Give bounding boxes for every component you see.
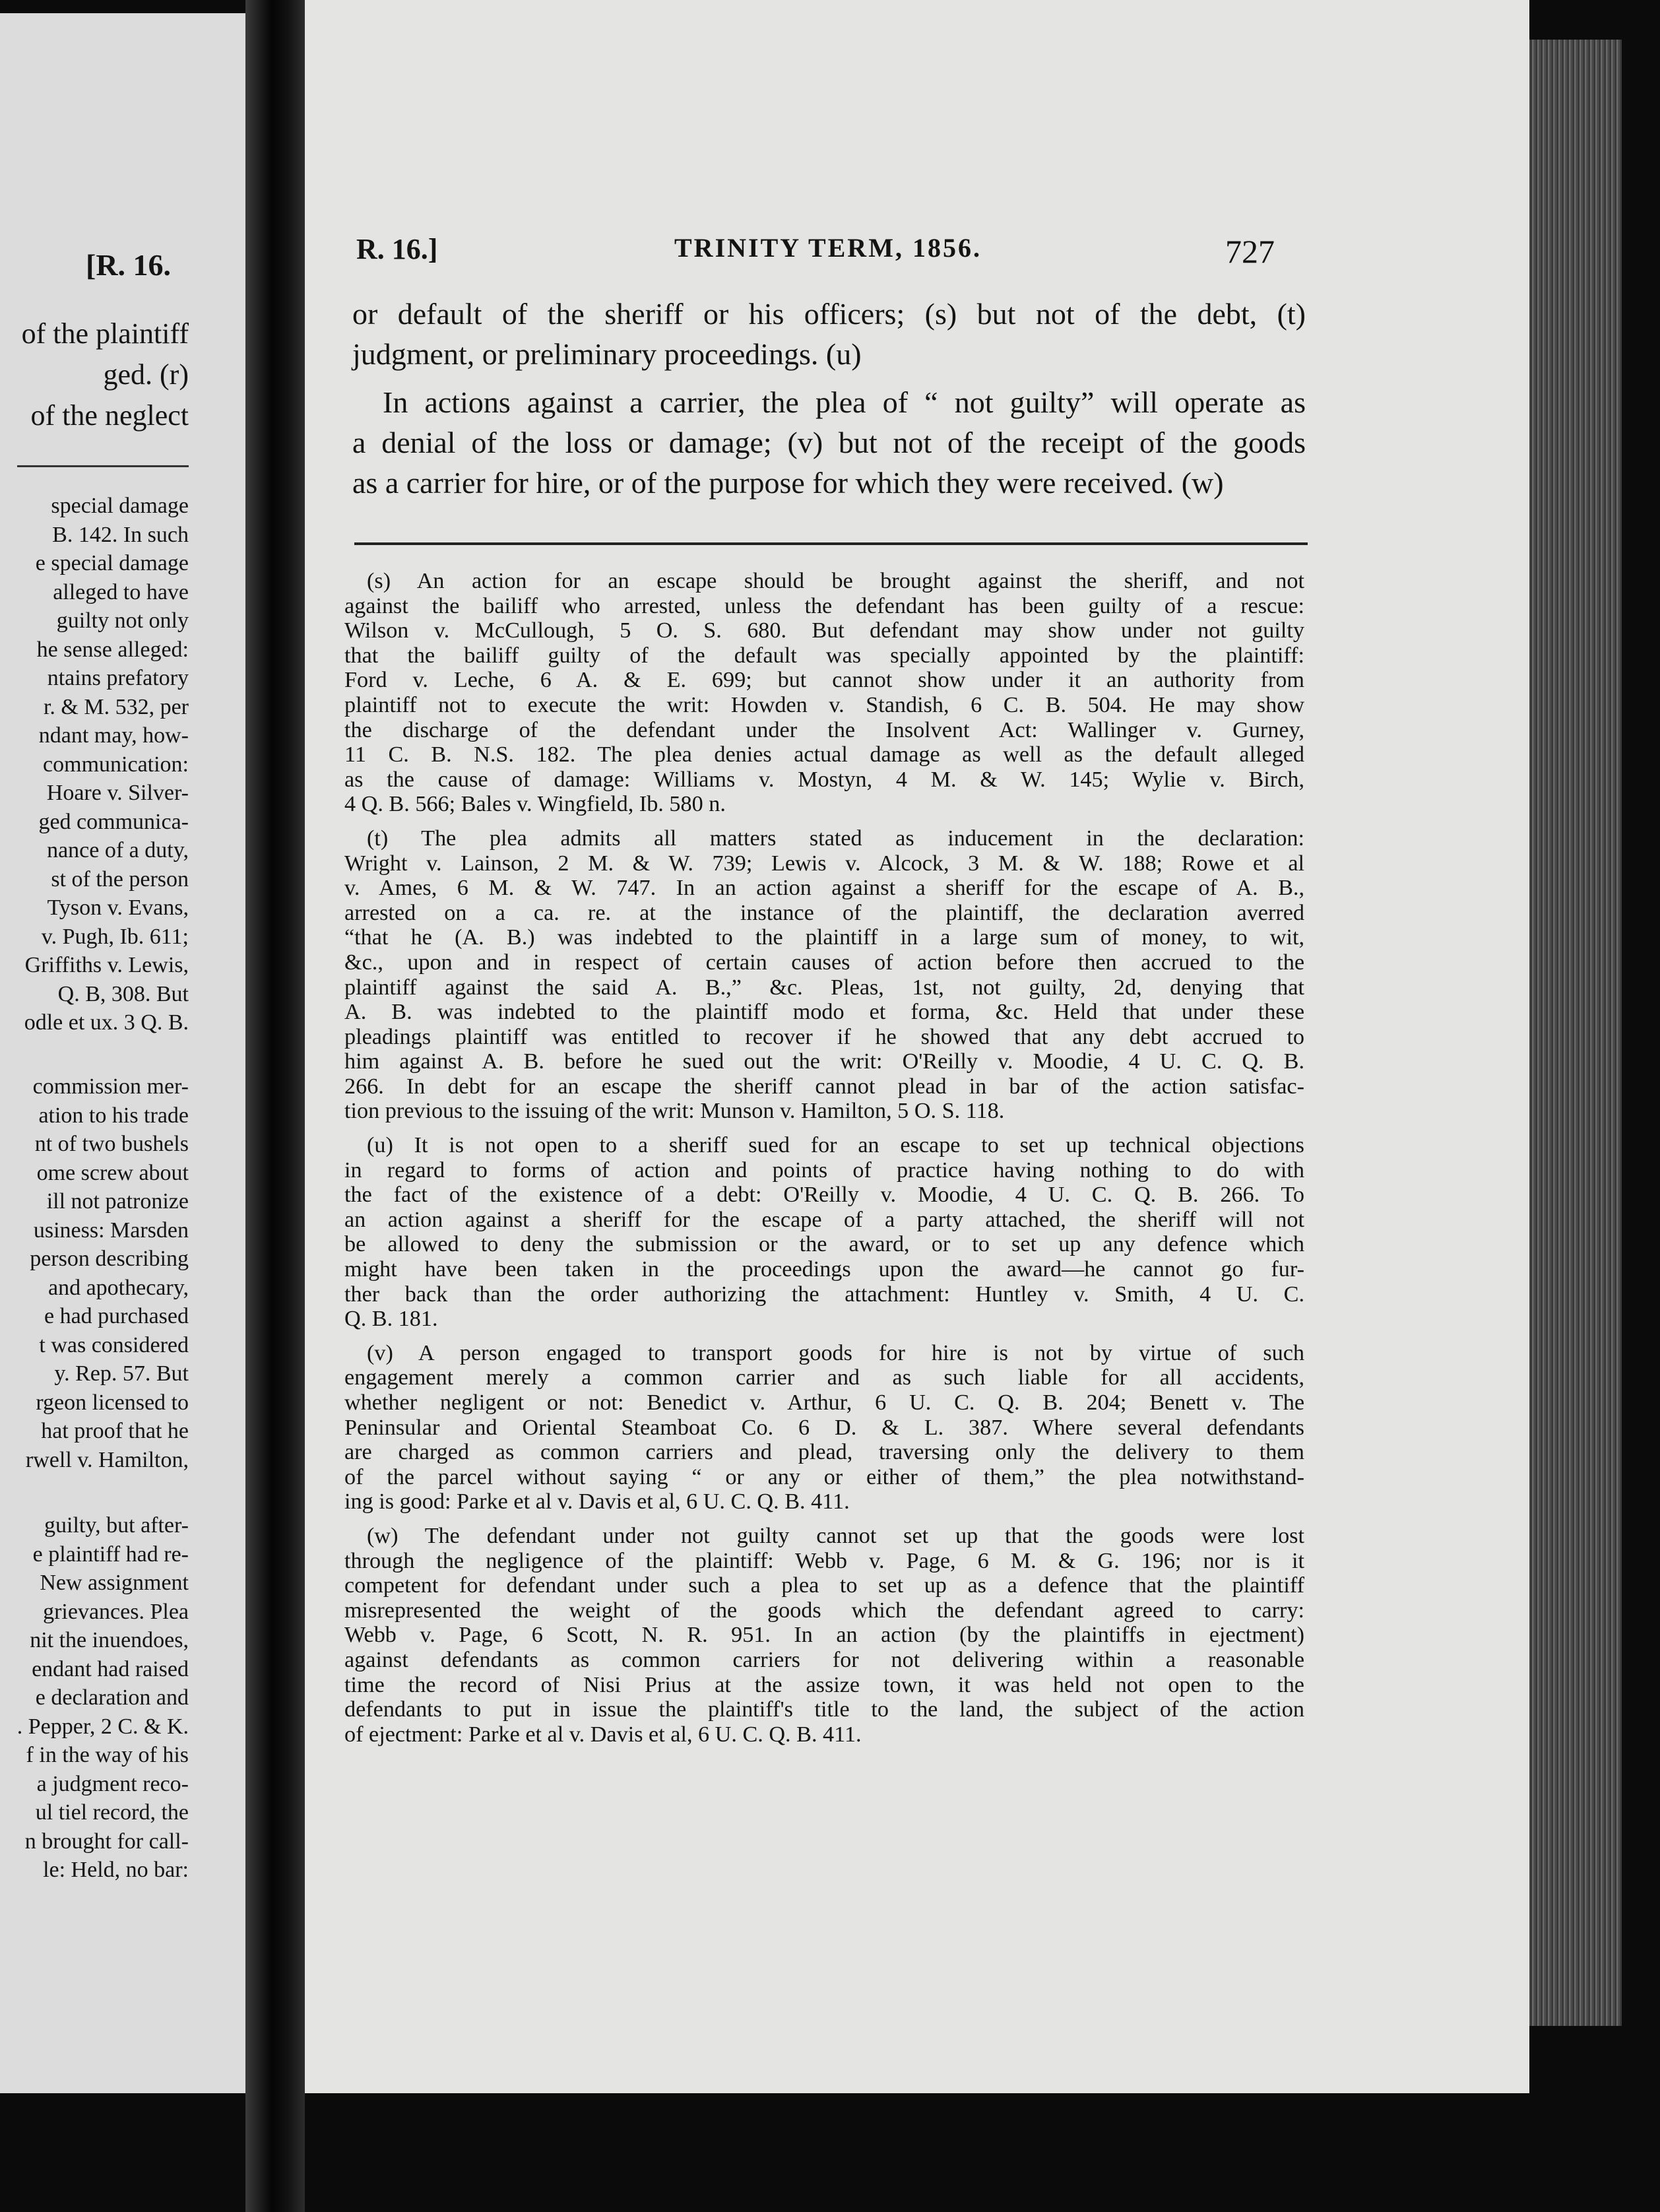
previous-page-note-line: n brought for call- bbox=[24, 1829, 189, 1854]
footnote-line: the discharge of the defendant under the Insolvent Act: Wallinger v. Gurney, bbox=[344, 717, 1304, 742]
footnote-line: &c., upon and in respect of certain causes of action before then accrued to the bbox=[344, 950, 1304, 975]
previous-page-rule bbox=[17, 465, 189, 467]
footnote-line: Webb v. Page, 6 Scott, N. R. 951. In an action (by the plaintiffs in ejectment) bbox=[344, 1623, 1304, 1648]
footnote-line: pleadings plaintiff was entitled to recover if he showed that any debt accrued to bbox=[344, 1024, 1304, 1049]
footnote-line: against defendants as common carriers for not delivering within a reasonable bbox=[344, 1647, 1304, 1672]
body-line: or default of the sheriff or his officers; (s) but not of the debt, (t) bbox=[352, 297, 1306, 331]
previous-page-note-line: person describing bbox=[30, 1247, 189, 1271]
footnotes bbox=[344, 569, 1304, 1756]
previous-page-note-line: B. 142. In such bbox=[52, 522, 189, 547]
footnote-v bbox=[344, 1341, 1304, 1514]
previous-page-note-line: New assignment bbox=[40, 1571, 189, 1595]
previous-page-note-line: rgeon licensed to bbox=[36, 1390, 189, 1415]
footnote-line: (s) An action for an escape should be brought against the sheriff, and not bbox=[367, 569, 1304, 593]
previous-page-note-line: e declaration and bbox=[35, 1685, 189, 1710]
page-number: 727 bbox=[1225, 233, 1275, 270]
footnote-line: against the bailiff who arrested, unless the defendant has been guilty of a rescue: bbox=[344, 593, 1304, 618]
previous-page-note-line: he sense alleged: bbox=[36, 637, 189, 662]
previous-page-note-line: ul tiel record, the bbox=[35, 1800, 189, 1825]
term-title: TRINITY TERM, 1856. bbox=[674, 233, 982, 263]
previous-page-note-line: e plaintiff had re- bbox=[32, 1542, 189, 1567]
previous-page-notes-2 bbox=[26, 1072, 189, 1474]
footnote-line: ther back than the order authorizing the attachment: Huntley v. Smith, 4 U. C. bbox=[344, 1282, 1304, 1307]
previous-page-note-line: nt of two bushels bbox=[34, 1132, 189, 1156]
previous-page-note-line: ome screw about bbox=[36, 1160, 189, 1185]
previous-page-note-line: endant had raised bbox=[32, 1656, 189, 1681]
footnote-line: competent for defendant under such a plea to set up as a defence that the plaintiff bbox=[344, 1573, 1304, 1598]
previous-page-note-line: ntains prefatory bbox=[47, 666, 189, 690]
main-text bbox=[352, 294, 1306, 503]
previous-page-note-line: e special damage bbox=[35, 551, 189, 575]
footnote-line: 11 C. B. N.S. 182. The plea denies actual damage as well as the default alleged bbox=[344, 742, 1304, 767]
previous-page-note-line: v. Pugh, Ib. 611; bbox=[41, 924, 189, 949]
previous-page-line: of the neglect bbox=[30, 399, 189, 432]
footnote-line: the fact of the existence of a debt: O'Reilly v. Moodie, 4 U. C. Q. B. 266. To bbox=[344, 1183, 1304, 1208]
previous-page-note-line: guilty, but after- bbox=[44, 1513, 189, 1538]
footnote-line: plaintiff against the said A. B.,” &c. Pleas, 1st, not guilty, 2d, denying that bbox=[344, 975, 1304, 1000]
previous-page-note-line: ndant may, how- bbox=[38, 723, 189, 748]
page-727 bbox=[305, 0, 1529, 2093]
previous-page-line: of the plaintiff bbox=[21, 317, 189, 350]
previous-page-note-line: commission mer- bbox=[32, 1074, 189, 1099]
previous-page-note-line: Hoare v. Silver- bbox=[46, 781, 189, 805]
footnote-u bbox=[344, 1133, 1304, 1332]
footnote-line: might have been taken in the proceedings upon the award—he cannot go fur- bbox=[344, 1257, 1304, 1282]
footnote-line: 266. In debt for an escape the sheriff cannot plead in bar of the action satisfac- bbox=[344, 1074, 1304, 1099]
footnote-line: tion previous to the issuing of the writ: Munson v. Hamilton, 5 O. S. 118. bbox=[344, 1099, 1005, 1124]
previous-page-note-line: Griffiths v. Lewis, bbox=[24, 953, 189, 977]
previous-page-notes-1 bbox=[24, 492, 189, 1037]
previous-page-running-head: [R. 16. bbox=[86, 248, 172, 282]
footnote-line: be allowed to deny the submission or the award, or to set up any defence which bbox=[344, 1232, 1304, 1257]
previous-page-note-line: Tyson v. Evans, bbox=[47, 895, 189, 920]
footnote-line: Wright v. Lainson, 2 M. & W. 739; Lewis v. Alcock, 3 M. & W. 188; Rowe et al bbox=[344, 851, 1304, 876]
body-line: judgment, or preliminary proceedings. (u) bbox=[352, 337, 862, 371]
previous-page-note-line: a judgment reco- bbox=[36, 1771, 189, 1796]
previous-page-note-line: guilty not only bbox=[56, 608, 189, 633]
footnote-line: 4 Q. B. 566; Bales v. Wingfield, Ib. 580 n. bbox=[344, 792, 726, 817]
footnote-line: arrested on a ca. re. at the instance of the plaintiff, the declaration averred bbox=[344, 900, 1304, 925]
previous-page-line: ged. (r) bbox=[103, 358, 189, 391]
previous-page-note-line: e had purchased bbox=[44, 1304, 189, 1328]
footnote-line: whether negligent or not: Benedict v. Arthur, 6 U. C. Q. B. 204; Benett v. The bbox=[344, 1390, 1304, 1415]
footnote-rule bbox=[354, 542, 1308, 545]
footnote-t bbox=[344, 826, 1304, 1124]
previous-page-note-line: and apothecary, bbox=[48, 1275, 189, 1300]
footnote-line: ing is good: Parke et al v. Davis et al, 6 U. C. Q. B. 411. bbox=[344, 1489, 850, 1514]
footnote-line: engagement merely a common carrier and as such liable for all accidents, bbox=[344, 1365, 1304, 1390]
previous-page-note-line: nance of a duty, bbox=[47, 838, 189, 862]
footnote-s bbox=[344, 569, 1304, 817]
footnote-line: an action against a sheriff for the escape of a party attached, the sheriff will not bbox=[344, 1207, 1304, 1232]
footnote-line: of ejectment: Parke et al v. Davis et al, 6 U. C. Q. B. 411. bbox=[344, 1722, 862, 1747]
previous-page-note-line: alleged to have bbox=[53, 579, 189, 604]
footnote-line: are charged as common carriers and plead, traversing only the delivery to them bbox=[344, 1440, 1304, 1465]
previous-page-note-line: special damage bbox=[51, 494, 189, 518]
book-page-edges bbox=[1529, 40, 1622, 2026]
footnote-line: in regard to forms of action and points of practice having nothing to do with bbox=[344, 1157, 1304, 1183]
footnote-line: that the bailiff guilty of the default was specially appointed by the plaintiff: bbox=[344, 643, 1304, 668]
previous-page-note-line: Q. B, 308. But bbox=[57, 981, 189, 1006]
book-gutter bbox=[245, 0, 305, 2212]
previous-page-notes-3 bbox=[17, 1511, 189, 1885]
footnote-line: as the cause of damage: Williams v. Mostyn, 4 M. & W. 145; Wylie v. Birch, bbox=[344, 767, 1304, 792]
running-head bbox=[305, 232, 1529, 272]
previous-page-note-line: nit the inuendoes, bbox=[30, 1628, 189, 1652]
previous-page-note-line: t was considered bbox=[39, 1332, 189, 1357]
previous-page-note-line: st of the person bbox=[51, 866, 189, 892]
footnote-line: Peninsular and Oriental Steamboat Co. 6 D. & L. 387. Where several defendants bbox=[344, 1415, 1304, 1440]
footnote-line: (u) It is not open to a sheriff sued for an escape to set up technical objections bbox=[367, 1133, 1304, 1158]
footnote-line: plaintiff not to execute the writ: Howden v. Standish, 6 C. B. 504. He may show bbox=[344, 692, 1304, 717]
footnote-w bbox=[344, 1524, 1304, 1747]
previous-page-note-line: grievances. Plea bbox=[43, 1599, 189, 1624]
previous-page-body bbox=[22, 313, 189, 436]
footnote-line: defendants to put in issue the plaintiff's title to the land, the subject of the action bbox=[344, 1697, 1304, 1722]
previous-page-fragment bbox=[0, 13, 245, 2093]
previous-page-note-line: r. & M. 532, per bbox=[43, 694, 189, 719]
footnote-line: through the negligence of the plaintiff: Webb v. Page, 6 M. & G. 196; nor is it bbox=[344, 1548, 1304, 1573]
previous-page-note-line: f in the way of his bbox=[26, 1743, 189, 1767]
footnote-line: of the parcel without saying “ or any or either of them,” the plea notwithstand- bbox=[344, 1464, 1304, 1489]
footnote-line: Q. B. 181. bbox=[344, 1307, 438, 1332]
footnote-line: “that he (A. B.) was indebted to the plaintiff in a large sum of money, to wit, bbox=[344, 925, 1304, 950]
previous-page-note-line: odle et ux. 3 Q. B. bbox=[24, 1010, 189, 1035]
footnote-line: A. B. was indebted to the plaintiff modo et forma, &c. Held that under these bbox=[344, 1000, 1304, 1025]
footnote-line: Wilson v. McCullough, 5 O. S. 680. But defendant may show under not guilty bbox=[344, 618, 1304, 643]
footnote-line: v. Ames, 6 M. & W. 747. In an action against a sheriff for the escape of A. B., bbox=[344, 876, 1304, 901]
previous-page-note-line: ill not patronize bbox=[46, 1189, 189, 1214]
previous-page-note-line: hat proof that he bbox=[41, 1419, 189, 1443]
footnote-line: misrepresented the weight of the goods which the defendant agreed to carry: bbox=[344, 1598, 1304, 1623]
body-line: as a carrier for hire, or of the purpose for which they were received. (w) bbox=[352, 466, 1224, 500]
previous-page-note-line: y. Rep. 57. But bbox=[54, 1361, 189, 1386]
footnote-line: (w) The defendant under not guilty cannot set up that the goods were lost bbox=[367, 1523, 1304, 1548]
footnote-line: Ford v. Leche, 6 A. & E. 699; but cannot show under it an authority from bbox=[344, 668, 1304, 693]
footnote-line: him against A. B. before he sued out the writ: O'Reilly v. Moodie, 4 U. C. Q. B. bbox=[344, 1049, 1304, 1074]
body-line: a denial of the loss or damage; (v) but not of the receipt of the goods bbox=[352, 426, 1306, 459]
previous-page-note-line: le: Held, no bar: bbox=[43, 1858, 189, 1882]
previous-page-note-line: ged communica- bbox=[38, 809, 189, 834]
rule-reference: R. 16.] bbox=[356, 233, 438, 265]
footnote-line: time the record of Nisi Prius at the assize town, it was held not open to the bbox=[344, 1672, 1304, 1697]
previous-page-note-line: communication: bbox=[43, 752, 189, 777]
footnote-line: (t) The plea admits all matters stated as inducement in the declaration: bbox=[367, 826, 1304, 851]
previous-page-note-line: rwell v. Hamilton, bbox=[25, 1447, 189, 1472]
previous-page-note-line: ation to his trade bbox=[38, 1103, 189, 1128]
footnote-line: (v) A person engaged to transport goods for hire is not by virtue of such bbox=[367, 1340, 1304, 1365]
previous-page-note-line: . Pepper, 2 C. & K. bbox=[16, 1714, 189, 1739]
body-line: In actions against a carrier, the plea of “ not guilty” will operate as bbox=[383, 385, 1306, 419]
previous-page-note-line: usiness: Marsden bbox=[33, 1218, 189, 1243]
